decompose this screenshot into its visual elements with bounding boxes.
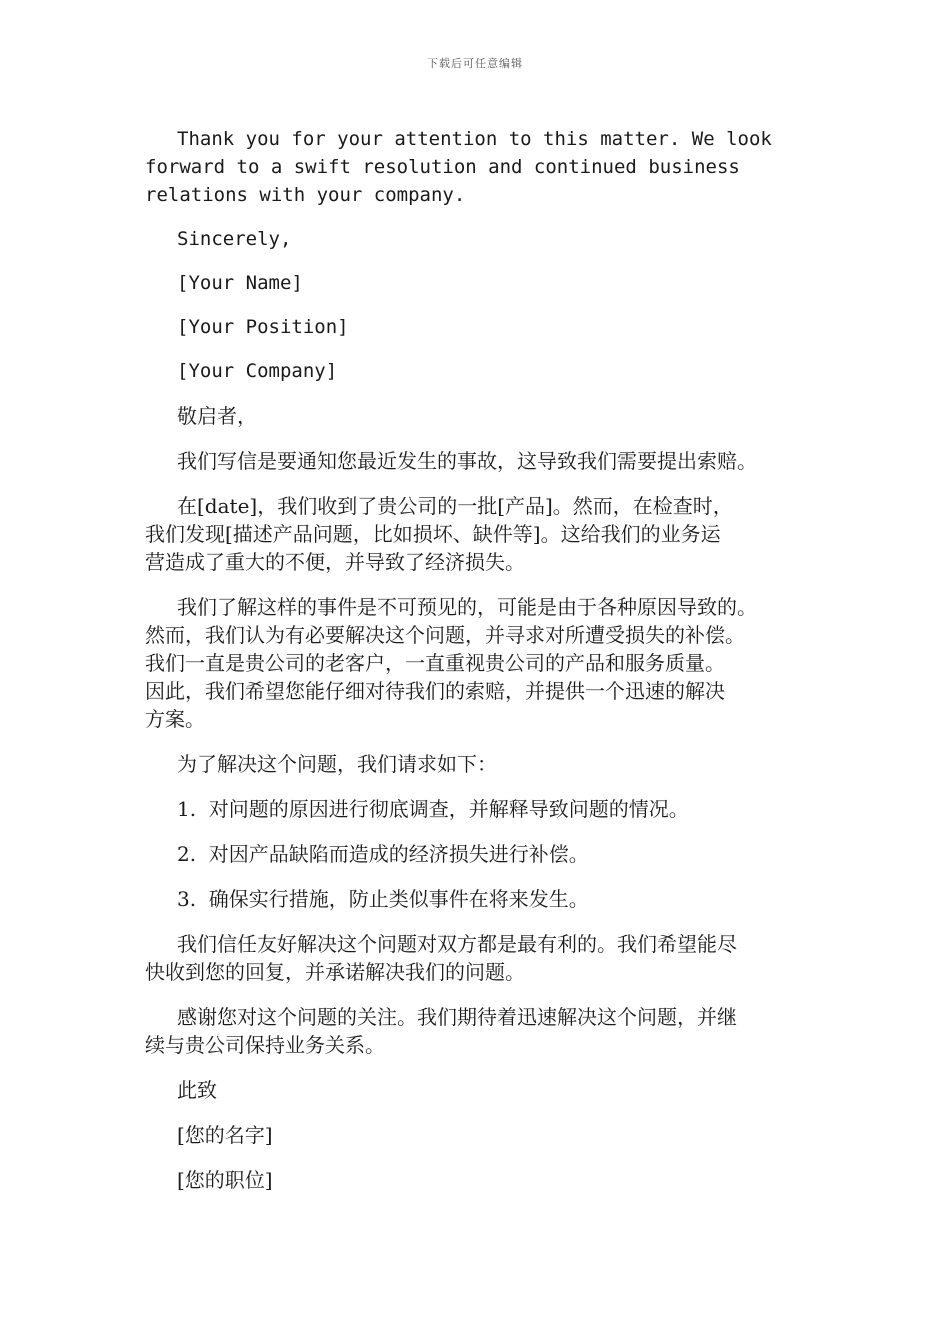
chinese-paragraph-2: 在[date]，我们收到了贵公司的一批[产品]。然而，在检查时， 我们发现[描述产品问题，比如损坏、缺件等]。这给我们的业务运 营造成了重大的不便，并导致了经济损失。 <box>145 494 733 574</box>
chinese-name-placeholder: [您的名字] <box>177 1123 273 1147</box>
english-position-placeholder: [Your Position] <box>177 316 349 338</box>
request-item-1: 1. 对问题的原因进行彻底调查，并解释导致问题的情况。 <box>177 797 689 821</box>
chinese-sign-off: 此致 <box>177 1078 217 1102</box>
request-item-2: 2. 对因产品缺陷而造成的经济损失进行补偿。 <box>177 842 589 866</box>
english-closing-paragraph: Thank you for your attention to this matter. We look forward to a swift resolution and continued business relations with your company. <box>145 128 772 206</box>
english-name-placeholder: [Your Name] <box>177 272 303 294</box>
chinese-salutation: 敬启者， <box>177 404 257 428</box>
chinese-paragraph-5: 感谢您对这个问题的关注。我们期待着迅速解决这个问题，并继 续与贵公司保持业务关系。 <box>145 1005 737 1057</box>
page-header-watermark: 下载后可任意编辑 <box>427 57 523 70</box>
chinese-position-placeholder: [您的职位] <box>177 1168 273 1192</box>
chinese-paragraph-3: 我们了解这样的事件是不可预见的，可能是由于各种原因导致的。 然而，我们认为有必要解决这个问题，并寻求对所遭受损失的补偿。 我们一直是贵公司的老客户，一直重视贵公司的产品和服务质量。 因此，我们希望您能仔细对待我们的索赔，并提供一个迅速的解决 方案。 <box>145 595 757 731</box>
chinese-request-intro: 为了解决这个问题，我们请求如下： <box>177 752 497 776</box>
english-company-placeholder: [Your Company] <box>177 360 338 382</box>
letter-body <box>145 125 810 1194</box>
chinese-paragraph-4: 我们信任友好解决这个问题对双方都是最有利的。我们希望能尽 快收到您的回复，并承诺解决我们的问题。 <box>145 932 737 984</box>
english-sign-off: Sincerely, <box>177 228 292 250</box>
chinese-paragraph-1: 我们写信是要通知您最近发生的事故，这导致我们需要提出索赔。 <box>177 449 757 473</box>
request-item-3: 3. 确保实行措施，防止类似事件在将来发生。 <box>177 887 589 911</box>
